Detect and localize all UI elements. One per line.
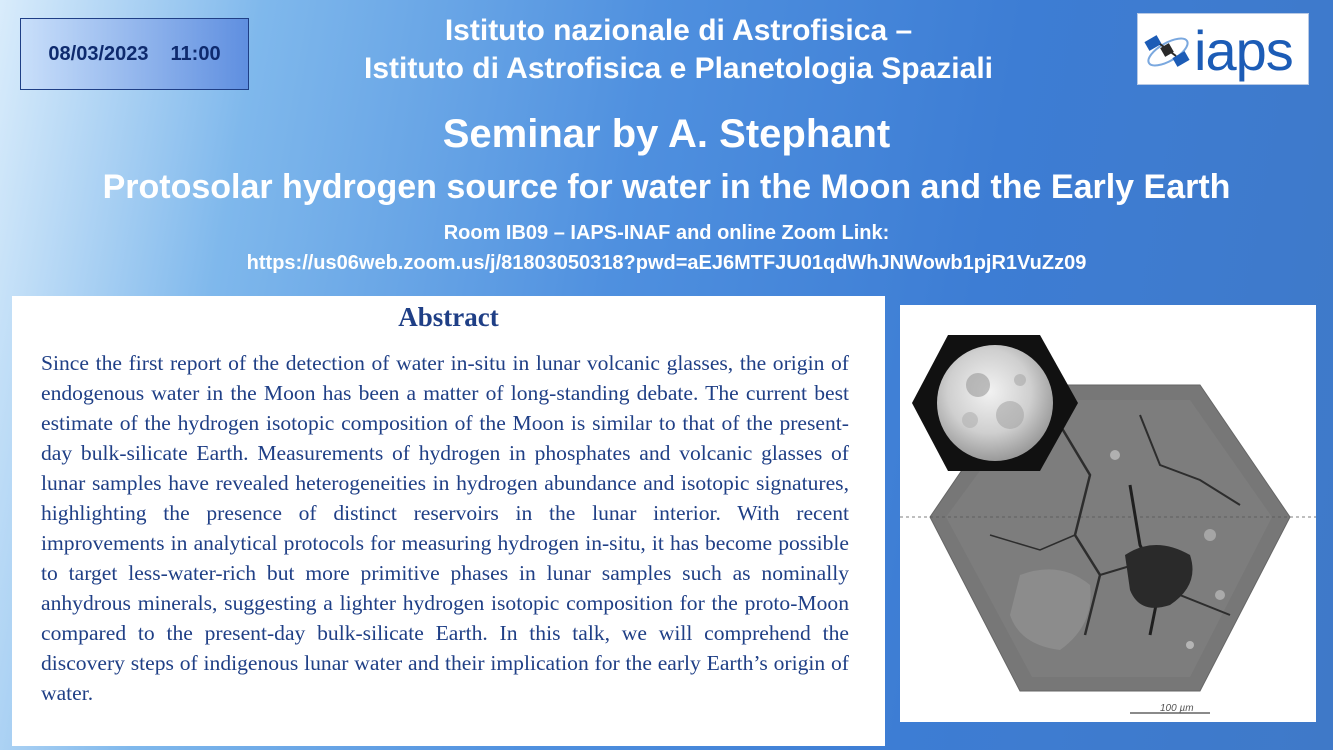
abstract-body: Since the first report of the detection of water in-situ in lunar volcanic glasses, the origin of endogenous water in the Moon has been a matter of long-standing debate. The current best estimate of the hydrogen isotopic composition of the Moon is similar to that of the present-day bulk-silicate Earth. Measurements of hydrogen in phosphates and volcanic glasses of lunar samples have revealed heterogeneities in hydrogen abundance and isotopic signatures, highlighting the presence of distinct reservoirs in the lunar interior. With recent improvements in analytical protocols for measuring hydrogen in-situ, it has become possible to target less-water-rich but more primitive phases in lunar samples such as nominally anhydrous minerals, suggesting a lighter hydrogen isotopic composition for the proto-Moon compared to the present-day bulk-silicate Earth. In this talk, we will comprehend the discovery steps of indigenous lunar water and their implication for the early Earth’s origin of water.	[41, 351, 849, 705]
scale-bar-label: 100 µm	[1160, 703, 1194, 714]
abstract-title: Abstract	[398, 302, 499, 332]
time-text: 11:00	[170, 42, 221, 65]
iaps-logo	[1137, 13, 1309, 85]
lunar-sample-figure	[900, 305, 1316, 722]
talk-title: Protosolar hydrogen source for water in the Moon and the Early Earth	[102, 168, 1231, 206]
seminar-speaker: Seminar by A. Stephant	[442, 112, 891, 156]
room-info: Room IB09 – IAPS-INAF and online Zoom Link:	[443, 222, 890, 244]
institute-name-line1: Istituto nazionale di Astrofisica –	[444, 14, 913, 47]
lunar-sample-micrograph	[900, 305, 1316, 722]
date-text: 08/03/2023	[48, 42, 149, 65]
institute-name-line2: Istituto di Astrofisica e Planetologia Spaziali	[363, 52, 993, 85]
zoom-link[interactable]: https://us06web.zoom.us/j/81803050318?pwd=aEJ6MTFJU01qdWhJNWowb1pjR1VuZz09	[246, 252, 1087, 274]
logo-text: iaps	[1194, 19, 1293, 82]
abstract-panel	[12, 296, 885, 746]
